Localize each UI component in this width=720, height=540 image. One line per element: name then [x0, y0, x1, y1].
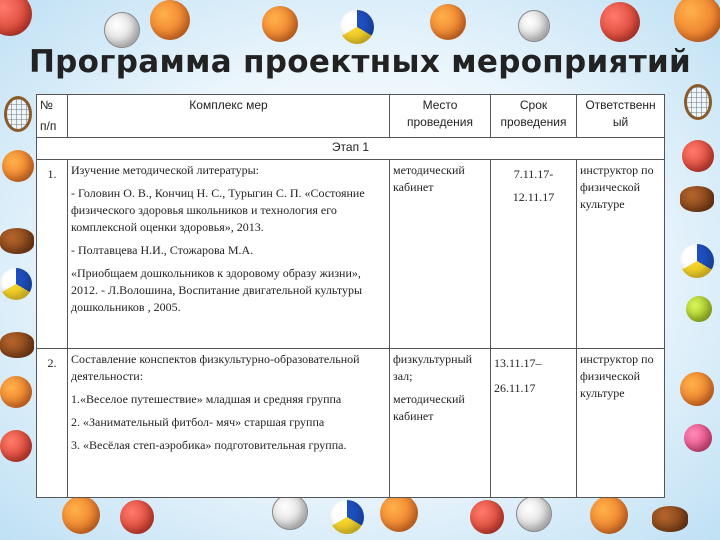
basketball-icon	[600, 2, 640, 42]
basketball-icon	[590, 496, 628, 534]
row-measures	[68, 160, 390, 349]
football-icon	[680, 186, 714, 212]
place-line: методический кабинет	[393, 392, 465, 423]
measure-line: - Полтавцева Н.И., Стожарова М.А.	[71, 243, 254, 257]
volleyball-icon	[330, 500, 364, 534]
header-responsible-line2: ый	[612, 115, 629, 129]
row-responsible: инструктор по физической культуре	[577, 160, 665, 349]
place-line: методический кабинет	[393, 163, 465, 194]
header-num	[37, 95, 68, 138]
row-term	[491, 160, 577, 349]
term-line: 13.11.17–	[494, 356, 542, 370]
football-icon	[0, 332, 34, 358]
row-measures	[68, 349, 390, 498]
table-header-row	[37, 95, 665, 138]
racket-icon	[684, 84, 712, 120]
measure-line: Составление конспектов физкультурно-образовательной деятельности:	[71, 352, 360, 383]
header-responsible	[577, 95, 665, 138]
basketball-icon	[120, 500, 154, 534]
football-icon	[0, 228, 34, 254]
program-table	[36, 94, 665, 498]
header-responsible-line1: Ответственн	[585, 98, 656, 112]
header-place-line1: Место	[422, 98, 458, 112]
header-num-line2: п/п	[40, 119, 57, 133]
basketball-icon	[680, 372, 714, 406]
header-place-line2: проведения	[407, 115, 473, 129]
header-place	[390, 95, 491, 138]
volleyball-icon	[680, 244, 714, 278]
soccer-ball-icon	[104, 12, 140, 48]
row-place	[390, 160, 491, 349]
stage-row	[37, 138, 665, 160]
volleyball-icon	[0, 268, 32, 300]
row-num: 2.	[37, 349, 68, 498]
soccer-ball-icon	[518, 10, 550, 42]
table-row	[37, 349, 665, 498]
row-num: 1.	[37, 160, 68, 349]
stage-label: Этап 1	[37, 138, 665, 160]
basketball-icon	[0, 0, 32, 36]
page-title: Программа проектных мероприятий	[28, 44, 692, 80]
table-row	[37, 160, 665, 349]
header-term-line2: проведения	[500, 115, 567, 129]
basketball-icon	[0, 430, 32, 462]
header-term	[491, 95, 577, 138]
header-num-line1: №	[40, 98, 53, 112]
header-term-line1: Срок	[519, 98, 548, 112]
measure-line: Изучение методической литературы:	[71, 163, 259, 177]
row-responsible: инструктор по физической культуре	[577, 349, 665, 498]
basketball-icon	[62, 496, 100, 534]
racket-icon	[4, 96, 32, 132]
header-measures: Комплекс мер	[68, 95, 390, 138]
soccer-ball-icon	[272, 494, 308, 530]
row-term	[491, 349, 577, 498]
basketball-icon	[470, 500, 504, 534]
basketball-icon	[674, 0, 720, 42]
basketball-icon	[2, 150, 34, 182]
place-line: физкультурный зал;	[393, 352, 473, 383]
ball-icon	[684, 424, 712, 452]
basketball-icon	[262, 6, 298, 42]
term-line: 7.11.17-	[513, 167, 554, 181]
measure-line: 3. «Весёлая степ-аэробика» подготовительная группа.	[71, 438, 347, 452]
measure-line: 1.«Веселое путешествие» младшая и средняя группа	[71, 392, 342, 406]
measure-line: «Приобщаем дошкольников к здоровому образу жизни», 2012. - Л.Волошина, Воспитание двигательной культуры дошкольников , 2005.	[71, 266, 363, 314]
basketball-icon	[430, 4, 466, 40]
basketball-icon	[150, 0, 190, 40]
measure-line: - Головин О. В., Кончиц Н. С., Турыгин С. П. «Состояние физического здоровья школьников и технология его комплексной оценки здоровья», 2013.	[71, 186, 365, 234]
measure-line: 2. «Занимательный фитбол- мяч» старшая группа	[71, 415, 325, 429]
football-icon	[652, 506, 688, 532]
term-line: 26.11.17	[494, 381, 536, 395]
basketball-icon	[0, 376, 32, 408]
basketball-icon	[682, 140, 714, 172]
tennis-ball-icon	[686, 296, 712, 322]
soccer-ball-icon	[516, 496, 552, 532]
basketball-icon	[380, 494, 418, 532]
row-place	[390, 349, 491, 498]
volleyball-icon	[340, 10, 374, 44]
term-line: 12.11.17	[512, 190, 555, 204]
